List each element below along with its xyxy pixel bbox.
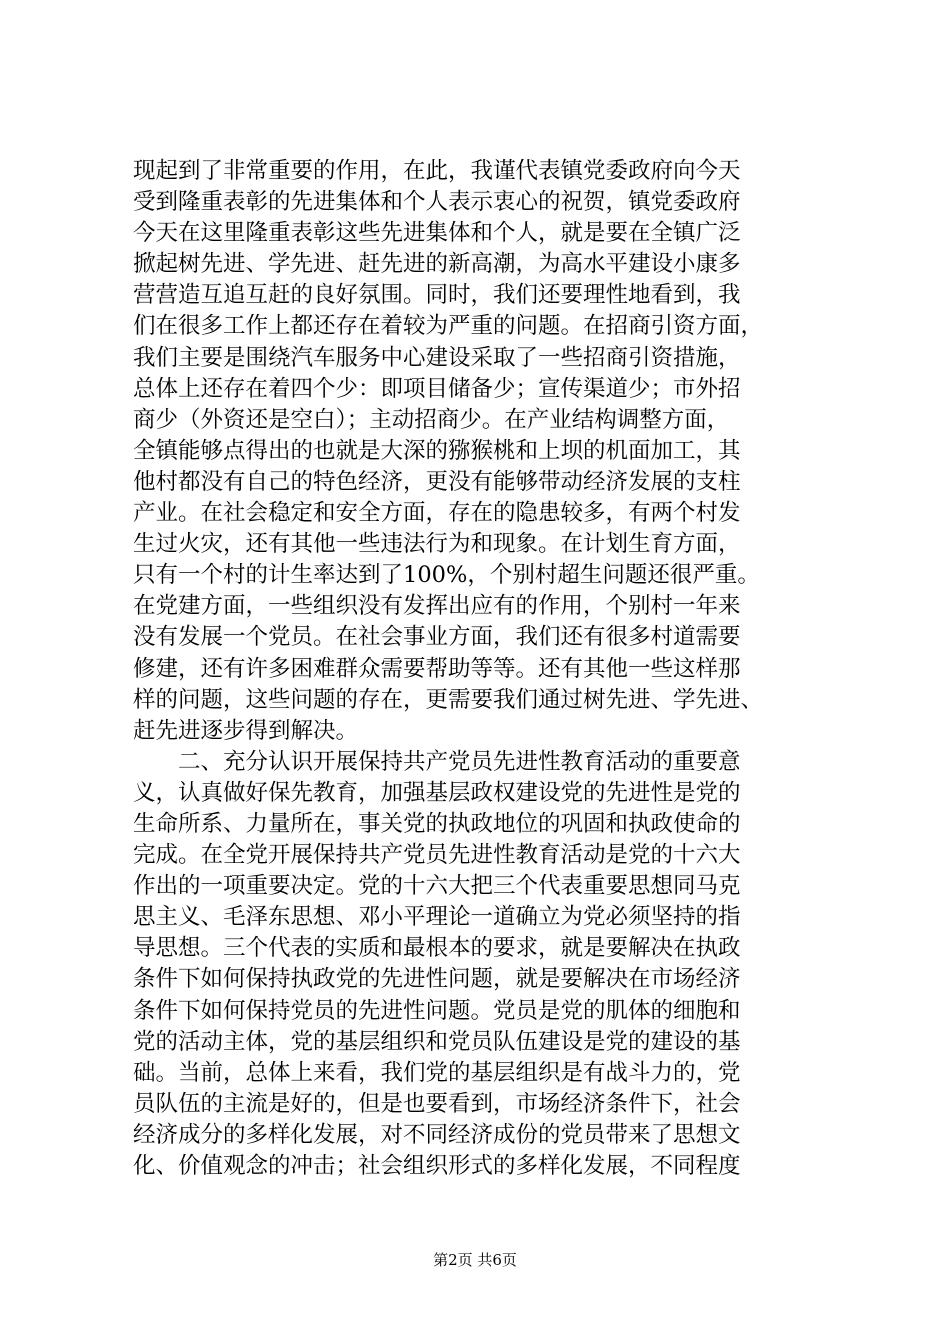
text-line: 们在很多工作上都还存在着较为严重的问题。在招商引资方面， bbox=[133, 313, 764, 340]
text-line: 础。当前，总体上来看，我们党的基层组织是有战斗力的，党 bbox=[133, 1059, 741, 1086]
text-line: 样的问题，这些问题的存在，更需要我们通过树先进、学先进、 bbox=[133, 686, 764, 713]
text-line: 修建，还有许多困难群众需要帮助等等。还有其他一些这样那 bbox=[133, 655, 741, 682]
text-line: 生命所系、力量所在，事关党的执政地位的巩固和执政使命的 bbox=[133, 810, 741, 837]
text-line: 导思想。三个代表的实质和最根本的要求，就是要解决在执政 bbox=[133, 935, 741, 962]
text-line: 思主义、毛泽东思想、邓小平理论一道确立为党必须坚持的指 bbox=[133, 904, 741, 931]
text-line: 化、价值观念的冲击；社会组织形式的多样化发展，不同程度 bbox=[133, 1153, 741, 1179]
text-line: 二、充分认识开展保持共产党员先进性教育活动的重要意 bbox=[133, 748, 741, 775]
body-text bbox=[133, 156, 833, 1182]
text-line: 掀起树先进、学先进、赶先进的新高潮，为高水平建设小康多 bbox=[133, 251, 741, 278]
text-line: 经济成分的多样化发展，对不同经济成份的党员带来了思想文 bbox=[133, 1121, 741, 1148]
text-line: 条件下如何保持党员的先进性问题。党员是党的肌体的细胞和 bbox=[133, 997, 741, 1024]
text-line: 生过火灾，还有其他一些违法行为和现象。在计划生育方面， bbox=[133, 531, 741, 558]
text-line: 义，认真做好保先教育，加强基层政权建设党的先进性是党的 bbox=[133, 779, 741, 806]
text-line: 作出的一项重要决定。党的十六大把三个代表重要思想同马克 bbox=[133, 873, 741, 900]
text-line: 总体上还存在着四个少：即项目储备少；宣传渠道少；市外招 bbox=[133, 375, 741, 402]
text-line: 他村都没有自己的特色经济，更没有能够带动经济发展的支柱 bbox=[133, 468, 741, 495]
text-line: 今天在这里隆重表彰这些先进集体和个人，就是要在全镇广泛 bbox=[133, 220, 741, 247]
text-line: 我们主要是围绕汽车服务中心建设采取了一些招商引资措施， bbox=[133, 344, 741, 371]
text-line: 没有发展一个党员。在社会事业方面，我们还有很多村道需要 bbox=[133, 624, 741, 651]
page-number-footer: 第2页 共6页 bbox=[433, 1251, 517, 1269]
text-line: 现起到了非常重要的作用，在此，我谨代表镇党委政府向今天 bbox=[133, 158, 741, 184]
text-line: 在党建方面，一些组织没有发挥出应有的作用，个别村一年来 bbox=[133, 593, 741, 620]
text-line: 员队伍的主流是好的，但是也要看到，市场经济条件下，社会 bbox=[133, 1090, 741, 1117]
text-line: 条件下如何保持执政党的先进性问题，就是要解决在市场经济 bbox=[133, 966, 741, 993]
text-line: 全镇能够点得出的也就是大深的猕猴桃和上坝的机面加工，其 bbox=[133, 437, 741, 464]
text-line: 只有一个村的计生率达到了100%，个别村超生问题还很严重。 bbox=[133, 562, 760, 589]
text-line: 受到隆重表彰的先进集体和个人表示衷心的祝贺，镇党委政府 bbox=[133, 189, 741, 216]
text-line: 商少（外资还是空白）；主动招商少。在产业结构调整方面， bbox=[133, 406, 730, 433]
text-line: 党的活动主体，党的基层组织和党员队伍建设是党的建设的基 bbox=[133, 1028, 741, 1055]
text-line: 完成。在全党开展保持共产党员先进性教育活动是党的十六大 bbox=[133, 842, 741, 869]
text-line: 营营造互追互赶的良好氛围。同时，我们还要理性地看到，我 bbox=[133, 282, 741, 309]
text-line: 产业。在社会稳定和安全方面，存在的隐患较多，有两个村发 bbox=[133, 500, 741, 527]
text-line: 赶先进逐步得到解决。 bbox=[133, 717, 359, 744]
